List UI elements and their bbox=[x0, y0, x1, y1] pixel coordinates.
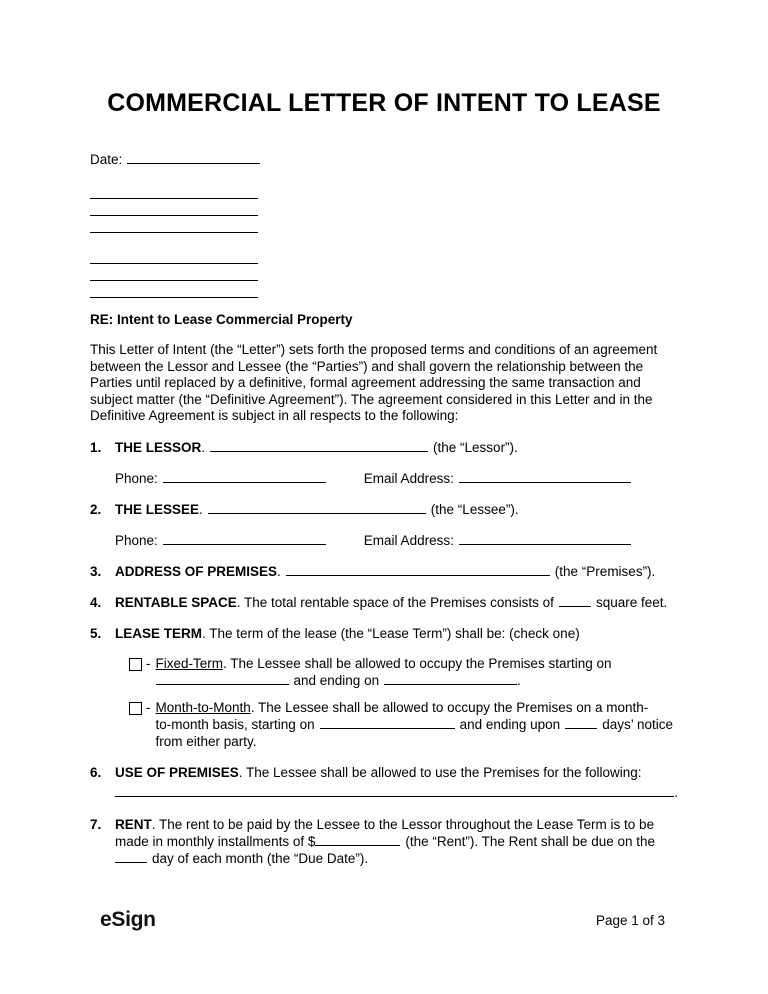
item-label: ADDRESS OF PREMISES bbox=[115, 563, 278, 579]
page-footer bbox=[100, 908, 665, 932]
fixed-start-date-blank[interactable] bbox=[156, 672, 289, 685]
option-dash: - bbox=[146, 655, 151, 671]
item-rent bbox=[90, 816, 678, 867]
item-label: RENTABLE SPACE bbox=[115, 594, 237, 610]
item-text: . The total rentable space of the Premises consists of bbox=[236, 594, 554, 610]
lessor-name-blank[interactable] bbox=[210, 439, 428, 452]
address-blank-line[interactable] bbox=[90, 199, 258, 216]
fixed-term-option bbox=[129, 656, 678, 690]
option-dash: - bbox=[146, 699, 151, 715]
item-text: . The rent to be paid by the Lessee to the Lessor throughout the Lease Term is to be bbox=[151, 817, 655, 832]
sender-name-address-block bbox=[90, 247, 678, 298]
address-blank-line[interactable] bbox=[90, 182, 258, 199]
item-number: 6. bbox=[90, 765, 102, 780]
option-text: and ending on bbox=[293, 673, 380, 688]
re-subject: RE: Intent to Lease Commercial Property bbox=[90, 312, 353, 327]
date-field bbox=[90, 151, 678, 168]
date-label: Date: bbox=[90, 152, 123, 167]
item-text: . bbox=[277, 563, 281, 579]
intro-paragraph: This Letter of Intent (the “Letter”) sets forth the proposed terms and conditions of an agreement between the Lessor and Lessee (the “Parties”) and shall govern the relationship between the Parties until replaced by a definitive, formal agreement addressing the same transaction and subject matter (the “Definitive Agreement”). The agreement considered in this Letter and in the Definitive Agreement is subject in all respects to the following: bbox=[90, 342, 658, 423]
item-label: RENT bbox=[115, 817, 152, 832]
item-address-of-premises bbox=[90, 563, 678, 580]
recipient-name-address-block bbox=[90, 182, 678, 233]
email-label: Email Address: bbox=[363, 470, 454, 486]
item-text: (the “Rent”). The Rent shall be due on the bbox=[405, 834, 656, 849]
use-of-premises-field bbox=[115, 784, 678, 800]
lessee-contact-row bbox=[90, 532, 678, 549]
email-label: Email Address: bbox=[363, 532, 454, 548]
option-text: from either party. bbox=[155, 733, 257, 749]
item-text: square feet. bbox=[595, 594, 668, 610]
item-text: (the “Lessor”). bbox=[433, 439, 518, 455]
month-to-month-checkbox[interactable] bbox=[129, 702, 142, 715]
option-text: and ending upon bbox=[459, 717, 561, 732]
item-number: 3. bbox=[90, 563, 102, 579]
square-feet-blank[interactable] bbox=[559, 594, 591, 607]
rent-amount-blank[interactable] bbox=[315, 833, 400, 846]
option-text: . The Lessee shall be allowed to occupy the Premises starting on bbox=[223, 655, 612, 671]
item-text: . bbox=[201, 439, 206, 455]
item-lessee bbox=[90, 501, 678, 518]
phone-label: Phone: bbox=[115, 470, 158, 486]
item-use-of-premises bbox=[90, 764, 678, 800]
item-number-spacer bbox=[90, 470, 115, 487]
page-indicator: Page 1 of 3 bbox=[595, 912, 665, 928]
item-text: day of each month (the “Due Date”). bbox=[152, 851, 369, 866]
option-text: to-month basis, starting on bbox=[155, 717, 315, 732]
fixed-term-checkbox[interactable] bbox=[129, 658, 142, 671]
month-to-month-option bbox=[129, 700, 678, 751]
address-blank-line[interactable] bbox=[90, 216, 258, 233]
lessor-email-blank[interactable] bbox=[459, 470, 631, 483]
item-rentable-space bbox=[90, 594, 678, 611]
item-text: . The Lessee shall be allowed to use the Premises for the following: bbox=[238, 765, 642, 780]
fixed-end-date-blank[interactable] bbox=[384, 672, 517, 685]
item-text: . The term of the lease (the “Lease Term”) shall be: (check one) bbox=[202, 625, 580, 641]
item-label: THE LESSOR bbox=[115, 439, 202, 455]
lessee-phone-blank[interactable] bbox=[163, 532, 326, 545]
item-text: (the “Premises”). bbox=[554, 563, 656, 579]
item-number: 7. bbox=[90, 817, 102, 832]
option-text: . bbox=[517, 673, 521, 688]
item-number-spacer bbox=[90, 532, 115, 549]
item-lessor bbox=[90, 439, 678, 456]
monthly-start-date-blank[interactable] bbox=[320, 716, 455, 729]
item-text: . bbox=[199, 501, 203, 517]
address-blank-line[interactable] bbox=[90, 247, 258, 264]
item-number: 4. bbox=[90, 594, 102, 610]
item-label: USE OF PREMISES bbox=[115, 765, 239, 780]
item-text: made in monthly installments of $ bbox=[115, 834, 316, 849]
item-number: 1. bbox=[90, 439, 102, 455]
option-term-label: Fixed-Term bbox=[155, 655, 224, 671]
premises-address-blank[interactable] bbox=[286, 563, 550, 576]
item-number: 2. bbox=[90, 501, 102, 517]
item-lease-term bbox=[90, 625, 678, 642]
lessor-phone-blank[interactable] bbox=[163, 470, 326, 483]
lessee-name-blank[interactable] bbox=[208, 501, 426, 514]
item-text: (the “Lessee”). bbox=[430, 501, 519, 517]
use-of-premises-blank[interactable] bbox=[115, 784, 674, 797]
option-term-label: Month-to-Month bbox=[155, 699, 251, 715]
phone-label: Phone: bbox=[115, 532, 158, 548]
item-label: LEASE TERM bbox=[115, 625, 203, 641]
item-label: THE LESSEE bbox=[115, 501, 200, 517]
lessee-email-blank[interactable] bbox=[459, 532, 631, 545]
page-title: COMMERCIAL LETTER OF INTENT TO LEASE bbox=[107, 89, 661, 117]
item-text: . bbox=[674, 785, 678, 800]
item-number: 5. bbox=[90, 625, 102, 641]
option-text: . The Lessee shall be allowed to occupy the Premises on a month- bbox=[250, 699, 649, 715]
date-blank[interactable] bbox=[127, 151, 260, 164]
option-text: days’ notice bbox=[602, 717, 673, 732]
due-day-blank[interactable] bbox=[115, 850, 147, 863]
address-blank-line[interactable] bbox=[90, 264, 258, 281]
esign-logo: eSign bbox=[100, 908, 156, 931]
lessor-contact-row bbox=[90, 470, 678, 487]
address-blank-line[interactable] bbox=[90, 281, 258, 298]
notice-days-blank[interactable] bbox=[565, 716, 597, 729]
